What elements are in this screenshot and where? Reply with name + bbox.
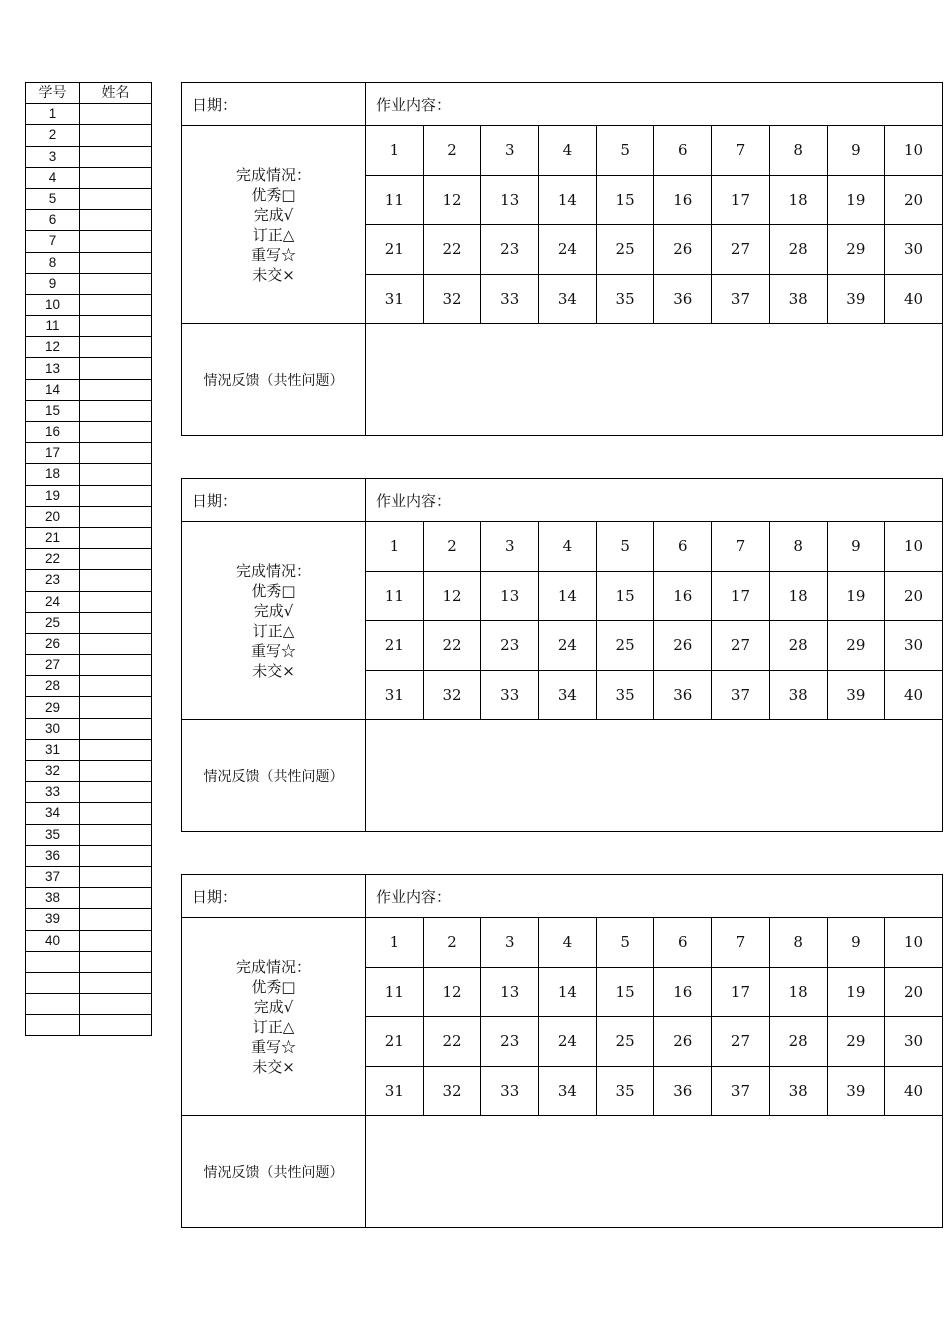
student-number-cell: 26: [26, 633, 80, 654]
student-name-cell[interactable]: [80, 591, 152, 612]
student-status-cell[interactable]: 21: [366, 621, 424, 671]
student-status-cell[interactable]: 13: [481, 571, 539, 621]
student-name-cell[interactable]: [80, 379, 152, 400]
student-name-cell[interactable]: [80, 252, 152, 273]
student-status-cell[interactable]: 6: [654, 522, 712, 572]
status-legend-line: 优秀□: [251, 977, 296, 996]
roster-row: [26, 294, 152, 315]
student-status-cell[interactable]: 35: [596, 274, 654, 324]
student-number-cell: 27: [26, 655, 80, 676]
homework-record-block: [181, 478, 943, 832]
student-name-cell[interactable]: [80, 210, 152, 231]
student-status-cell[interactable]: 33: [481, 274, 539, 324]
student-number-cell: 12: [26, 337, 80, 358]
student-status-cell[interactable]: 13: [481, 967, 539, 1017]
feedback-input-area[interactable]: [366, 1116, 943, 1228]
student-status-cell[interactable]: 9: [827, 126, 885, 176]
student-name-cell[interactable]: [80, 231, 152, 252]
status-legend-line: 重写☆: [250, 1037, 296, 1056]
student-status-cell[interactable]: 3: [481, 126, 539, 176]
roster-row: [26, 866, 152, 887]
student-number-cell: 13: [26, 358, 80, 379]
student-number-cell: 19: [26, 485, 80, 506]
roster-row: [26, 972, 152, 993]
student-status-cell[interactable]: 6: [654, 126, 712, 176]
completion-status-legend: [182, 126, 366, 324]
student-number-cell: 28: [26, 676, 80, 697]
student-name-cell[interactable]: [80, 316, 152, 337]
student-status-cell[interactable]: 11: [366, 175, 424, 225]
student-status-cell[interactable]: 20: [885, 967, 943, 1017]
homework-content-field[interactable]: 作业内容：: [366, 479, 943, 522]
roster-row: [26, 994, 152, 1015]
status-legend-line: 重写☆: [250, 245, 296, 264]
student-number-cell: 8: [26, 252, 80, 273]
student-status-cell[interactable]: 15: [596, 967, 654, 1017]
student-status-cell[interactable]: 33: [481, 670, 539, 720]
student-status-cell[interactable]: 5: [596, 918, 654, 968]
student-status-cell[interactable]: 32: [423, 670, 481, 720]
student-status-cell[interactable]: 10: [885, 918, 943, 968]
feedback-label: 情况反馈（共性问题）: [182, 720, 366, 832]
student-number-cell: 15: [26, 400, 80, 421]
status-legend-line: 优秀□: [251, 185, 296, 204]
student-name-cell[interactable]: [80, 718, 152, 739]
student-status-cell[interactable]: 33: [481, 1066, 539, 1116]
student-status-cell[interactable]: 10: [885, 522, 943, 572]
student-name-cell[interactable]: [80, 422, 152, 443]
student-status-cell[interactable]: 12: [423, 175, 481, 225]
completion-status-legend: [182, 918, 366, 1116]
student-name-cell[interactable]: [80, 443, 152, 464]
student-status-cell[interactable]: 8: [769, 918, 827, 968]
student-name-cell[interactable]: [80, 485, 152, 506]
student-status-cell[interactable]: 32: [423, 1066, 481, 1116]
homework-content-field[interactable]: 作业内容：: [366, 875, 943, 918]
student-status-cell[interactable]: 40: [885, 274, 943, 324]
student-status-cell[interactable]: 29: [827, 621, 885, 671]
status-legend-line: 完成情况：: [235, 957, 311, 976]
roster-row: [26, 146, 152, 167]
date-field[interactable]: 日期：: [182, 83, 366, 126]
student-status-cell[interactable]: 29: [827, 225, 885, 275]
student-name-cell[interactable]: [80, 549, 152, 570]
roster-row: [26, 443, 152, 464]
roster-row: [26, 612, 152, 633]
student-name-cell[interactable]: [80, 570, 152, 591]
student-number-cell: 40: [26, 930, 80, 951]
student-number-cell: [26, 994, 80, 1015]
student-name-cell[interactable]: [80, 125, 152, 146]
student-name-cell[interactable]: [80, 104, 152, 125]
status-legend-line: 未交×: [252, 1057, 295, 1076]
roster-row: [26, 527, 152, 548]
student-name-cell[interactable]: [80, 464, 152, 485]
student-status-cell[interactable]: 28: [769, 1017, 827, 1067]
student-number-cell: 6: [26, 210, 80, 231]
student-status-cell[interactable]: 7: [712, 126, 770, 176]
roster-row: [26, 231, 152, 252]
status-legend-line: 重写☆: [250, 641, 296, 660]
student-status-cell[interactable]: 7: [712, 522, 770, 572]
student-status-cell[interactable]: 37: [712, 670, 770, 720]
student-name-cell[interactable]: [80, 761, 152, 782]
roster-row: [26, 697, 152, 718]
student-name-cell[interactable]: [80, 612, 152, 633]
student-name-cell[interactable]: [80, 294, 152, 315]
student-status-cell[interactable]: 3: [481, 918, 539, 968]
roster-row: [26, 337, 152, 358]
status-legend-line: 完成√: [253, 205, 294, 224]
student-number-cell: 22: [26, 549, 80, 570]
student-name-cell[interactable]: [80, 506, 152, 527]
roster-row: [26, 761, 152, 782]
student-status-cell[interactable]: 39: [827, 274, 885, 324]
homework-record-block: [181, 874, 943, 1228]
homework-content-field[interactable]: 作业内容：: [366, 83, 943, 126]
student-status-cell[interactable]: 16: [654, 571, 712, 621]
student-number-cell: 4: [26, 167, 80, 188]
student-number-cell: 16: [26, 422, 80, 443]
student-status-cell[interactable]: 23: [481, 621, 539, 671]
student-name-cell[interactable]: [80, 824, 152, 845]
student-status-cell[interactable]: 21: [366, 1017, 424, 1067]
student-number-cell: 5: [26, 188, 80, 209]
status-legend-line: 优秀□: [251, 581, 296, 600]
status-legend-line: 完成√: [253, 997, 294, 1016]
student-name-cell[interactable]: [80, 676, 152, 697]
student-status-cell[interactable]: 31: [366, 1066, 424, 1116]
roster-row: [26, 273, 152, 294]
student-status-cell[interactable]: 27: [712, 1017, 770, 1067]
completion-status-legend: [182, 522, 366, 720]
student-status-cell[interactable]: 39: [827, 670, 885, 720]
student-number-cell: 38: [26, 888, 80, 909]
student-status-cell[interactable]: 22: [423, 1017, 481, 1067]
student-name-cell[interactable]: [80, 888, 152, 909]
student-status-cell[interactable]: 9: [827, 918, 885, 968]
student-status-cell[interactable]: 2: [423, 126, 481, 176]
roster-row: [26, 739, 152, 760]
roster-header-no: 学号: [26, 83, 80, 104]
student-status-cell[interactable]: 38: [769, 670, 827, 720]
student-status-cell[interactable]: 25: [596, 621, 654, 671]
student-number-cell: 25: [26, 612, 80, 633]
student-name-cell[interactable]: [80, 358, 152, 379]
student-status-cell[interactable]: 26: [654, 1017, 712, 1067]
student-status-cell[interactable]: 1: [366, 918, 424, 968]
roster-row: [26, 930, 152, 951]
student-status-cell[interactable]: 14: [539, 175, 597, 225]
student-status-cell[interactable]: 17: [712, 571, 770, 621]
roster-row: [26, 506, 152, 527]
date-field[interactable]: 日期：: [182, 875, 366, 918]
student-status-cell[interactable]: 21: [366, 225, 424, 275]
student-number-cell: [26, 972, 80, 993]
student-status-cell[interactable]: 31: [366, 274, 424, 324]
student-name-cell[interactable]: [80, 994, 152, 1015]
student-status-cell[interactable]: 13: [481, 175, 539, 225]
student-status-cell[interactable]: 36: [654, 274, 712, 324]
student-status-cell[interactable]: 30: [885, 621, 943, 671]
student-status-cell[interactable]: 12: [423, 967, 481, 1017]
student-status-cell[interactable]: 2: [423, 918, 481, 968]
student-number-cell: 20: [26, 506, 80, 527]
student-status-cell[interactable]: 3: [481, 522, 539, 572]
roster-row: [26, 676, 152, 697]
student-number-cell: 30: [26, 718, 80, 739]
student-status-cell[interactable]: 37: [712, 1066, 770, 1116]
student-status-cell[interactable]: 24: [539, 621, 597, 671]
feedback-input-area[interactable]: [366, 720, 943, 832]
student-status-cell[interactable]: 34: [539, 1066, 597, 1116]
student-status-cell[interactable]: 27: [712, 621, 770, 671]
student-status-cell[interactable]: 23: [481, 225, 539, 275]
student-status-cell[interactable]: 19: [827, 571, 885, 621]
status-legend-line: 未交×: [252, 265, 295, 284]
student-status-cell[interactable]: 17: [712, 175, 770, 225]
student-status-cell[interactable]: 27: [712, 225, 770, 275]
roster-header-name: 姓名: [80, 83, 152, 104]
student-name-cell[interactable]: [80, 655, 152, 676]
student-status-cell[interactable]: 25: [596, 225, 654, 275]
student-status-cell[interactable]: 12: [423, 571, 481, 621]
student-number-cell: 24: [26, 591, 80, 612]
homework-record-block: [181, 82, 943, 436]
roster-row: [26, 125, 152, 146]
student-status-cell[interactable]: 18: [769, 571, 827, 621]
student-number-cell: 35: [26, 824, 80, 845]
student-status-cell[interactable]: 14: [539, 571, 597, 621]
roster-row: [26, 485, 152, 506]
student-status-cell[interactable]: 30: [885, 1017, 943, 1067]
student-name-cell[interactable]: [80, 400, 152, 421]
student-status-cell[interactable]: 24: [539, 225, 597, 275]
student-roster-table: [25, 82, 152, 1036]
roster-row: [26, 803, 152, 824]
student-status-cell[interactable]: 22: [423, 225, 481, 275]
roster-row: [26, 782, 152, 803]
student-status-cell[interactable]: 39: [827, 1066, 885, 1116]
roster-row: [26, 104, 152, 125]
student-status-cell[interactable]: 18: [769, 175, 827, 225]
student-number-cell: 18: [26, 464, 80, 485]
student-name-cell[interactable]: [80, 633, 152, 654]
status-legend-line: 完成情况：: [235, 165, 311, 184]
roster-row: [26, 888, 152, 909]
student-status-cell[interactable]: 1: [366, 522, 424, 572]
student-number-cell: 39: [26, 909, 80, 930]
student-status-cell[interactable]: 5: [596, 126, 654, 176]
student-status-cell[interactable]: 2: [423, 522, 481, 572]
student-name-cell[interactable]: [80, 527, 152, 548]
roster-row: [26, 167, 152, 188]
student-name-cell[interactable]: [80, 803, 152, 824]
student-status-cell[interactable]: 10: [885, 126, 943, 176]
roster-row: [26, 316, 152, 337]
student-status-cell[interactable]: 15: [596, 175, 654, 225]
student-number-cell: 33: [26, 782, 80, 803]
student-name-cell[interactable]: [80, 273, 152, 294]
student-number-cell: 14: [26, 379, 80, 400]
student-status-cell[interactable]: 19: [827, 967, 885, 1017]
student-name-cell[interactable]: [80, 146, 152, 167]
student-number-cell: [26, 1015, 80, 1036]
status-legend-line: 完成情况：: [235, 561, 311, 580]
student-status-cell[interactable]: 40: [885, 1066, 943, 1116]
roster-row: [26, 633, 152, 654]
student-name-cell[interactable]: [80, 337, 152, 358]
date-field[interactable]: 日期：: [182, 479, 366, 522]
student-number-cell: 17: [26, 443, 80, 464]
student-name-cell[interactable]: [80, 951, 152, 972]
status-legend-line: 未交×: [252, 661, 295, 680]
student-status-cell[interactable]: 28: [769, 621, 827, 671]
student-status-cell[interactable]: 23: [481, 1017, 539, 1067]
student-status-cell[interactable]: 4: [539, 918, 597, 968]
roster-row: [26, 718, 152, 739]
student-status-cell[interactable]: 24: [539, 1017, 597, 1067]
roster-row: [26, 845, 152, 866]
student-status-cell[interactable]: 35: [596, 1066, 654, 1116]
roster-row: [26, 570, 152, 591]
roster-row: [26, 824, 152, 845]
student-status-cell[interactable]: 37: [712, 274, 770, 324]
student-status-cell[interactable]: 35: [596, 670, 654, 720]
feedback-label: 情况反馈（共性问题）: [182, 324, 366, 436]
student-status-cell[interactable]: 36: [654, 670, 712, 720]
student-status-cell[interactable]: 40: [885, 670, 943, 720]
student-status-cell[interactable]: 17: [712, 967, 770, 1017]
student-number-cell: 36: [26, 845, 80, 866]
student-status-cell[interactable]: 8: [769, 126, 827, 176]
student-status-cell[interactable]: 22: [423, 621, 481, 671]
student-status-cell[interactable]: 20: [885, 175, 943, 225]
roster-row: [26, 909, 152, 930]
student-number-cell: 2: [26, 125, 80, 146]
roster-row: [26, 188, 152, 209]
student-status-cell[interactable]: 18: [769, 967, 827, 1017]
roster-row: [26, 210, 152, 231]
student-name-cell[interactable]: [80, 739, 152, 760]
student-number-cell: 9: [26, 273, 80, 294]
feedback-label: 情况反馈（共性问题）: [182, 1116, 366, 1228]
roster-row: [26, 655, 152, 676]
roster-row: [26, 358, 152, 379]
student-status-cell[interactable]: 4: [539, 522, 597, 572]
student-name-cell[interactable]: [80, 845, 152, 866]
student-number-cell: 7: [26, 231, 80, 252]
student-status-cell[interactable]: 34: [539, 274, 597, 324]
roster-row: [26, 422, 152, 443]
student-number-cell: 37: [26, 866, 80, 887]
student-status-cell[interactable]: 11: [366, 967, 424, 1017]
student-status-cell[interactable]: 29: [827, 1017, 885, 1067]
student-number-cell: 11: [26, 316, 80, 337]
status-legend-line: 订正△: [252, 1017, 295, 1036]
student-name-cell[interactable]: [80, 972, 152, 993]
student-status-cell[interactable]: 14: [539, 967, 597, 1017]
student-number-cell: 31: [26, 739, 80, 760]
status-legend-line: 订正△: [252, 225, 295, 244]
student-status-cell[interactable]: 28: [769, 225, 827, 275]
roster-row: [26, 400, 152, 421]
student-name-cell[interactable]: [80, 188, 152, 209]
student-status-cell[interactable]: 7: [712, 918, 770, 968]
student-name-cell[interactable]: [80, 866, 152, 887]
student-status-cell[interactable]: 31: [366, 670, 424, 720]
student-status-cell[interactable]: 5: [596, 522, 654, 572]
student-status-cell[interactable]: 38: [769, 1066, 827, 1116]
student-status-cell[interactable]: 15: [596, 571, 654, 621]
student-status-cell[interactable]: 9: [827, 522, 885, 572]
roster-row: [26, 591, 152, 612]
student-name-cell[interactable]: [80, 167, 152, 188]
student-status-cell[interactable]: 34: [539, 670, 597, 720]
student-number-cell: 10: [26, 294, 80, 315]
roster-row: [26, 379, 152, 400]
roster-row: [26, 951, 152, 972]
student-number-cell: 29: [26, 697, 80, 718]
student-status-cell[interactable]: 16: [654, 175, 712, 225]
student-status-cell[interactable]: 6: [654, 918, 712, 968]
student-status-cell[interactable]: 1: [366, 126, 424, 176]
student-status-cell[interactable]: 19: [827, 175, 885, 225]
student-number-cell: 32: [26, 761, 80, 782]
student-status-cell[interactable]: 26: [654, 621, 712, 671]
student-status-cell[interactable]: 30: [885, 225, 943, 275]
student-name-cell[interactable]: [80, 1015, 152, 1036]
status-legend-line: 订正△: [252, 621, 295, 640]
roster-row: [26, 549, 152, 570]
student-name-cell[interactable]: [80, 930, 152, 951]
student-name-cell[interactable]: [80, 909, 152, 930]
student-name-cell[interactable]: [80, 697, 152, 718]
student-status-cell[interactable]: 26: [654, 225, 712, 275]
student-status-cell[interactable]: 20: [885, 571, 943, 621]
student-status-cell[interactable]: 16: [654, 967, 712, 1017]
student-status-cell[interactable]: 11: [366, 571, 424, 621]
student-status-cell[interactable]: 4: [539, 126, 597, 176]
student-status-cell[interactable]: 38: [769, 274, 827, 324]
student-status-cell[interactable]: 25: [596, 1017, 654, 1067]
student-number-cell: 3: [26, 146, 80, 167]
student-number-cell: 34: [26, 803, 80, 824]
feedback-input-area[interactable]: [366, 324, 943, 436]
student-status-cell[interactable]: 8: [769, 522, 827, 572]
student-name-cell[interactable]: [80, 782, 152, 803]
status-legend-line: 完成√: [253, 601, 294, 620]
student-status-cell[interactable]: 36: [654, 1066, 712, 1116]
roster-row: [26, 252, 152, 273]
roster-row: [26, 464, 152, 485]
student-number-cell: [26, 951, 80, 972]
student-status-cell[interactable]: 32: [423, 274, 481, 324]
student-number-cell: 1: [26, 104, 80, 125]
roster-row: [26, 1015, 152, 1036]
student-number-cell: 23: [26, 570, 80, 591]
student-number-cell: 21: [26, 527, 80, 548]
